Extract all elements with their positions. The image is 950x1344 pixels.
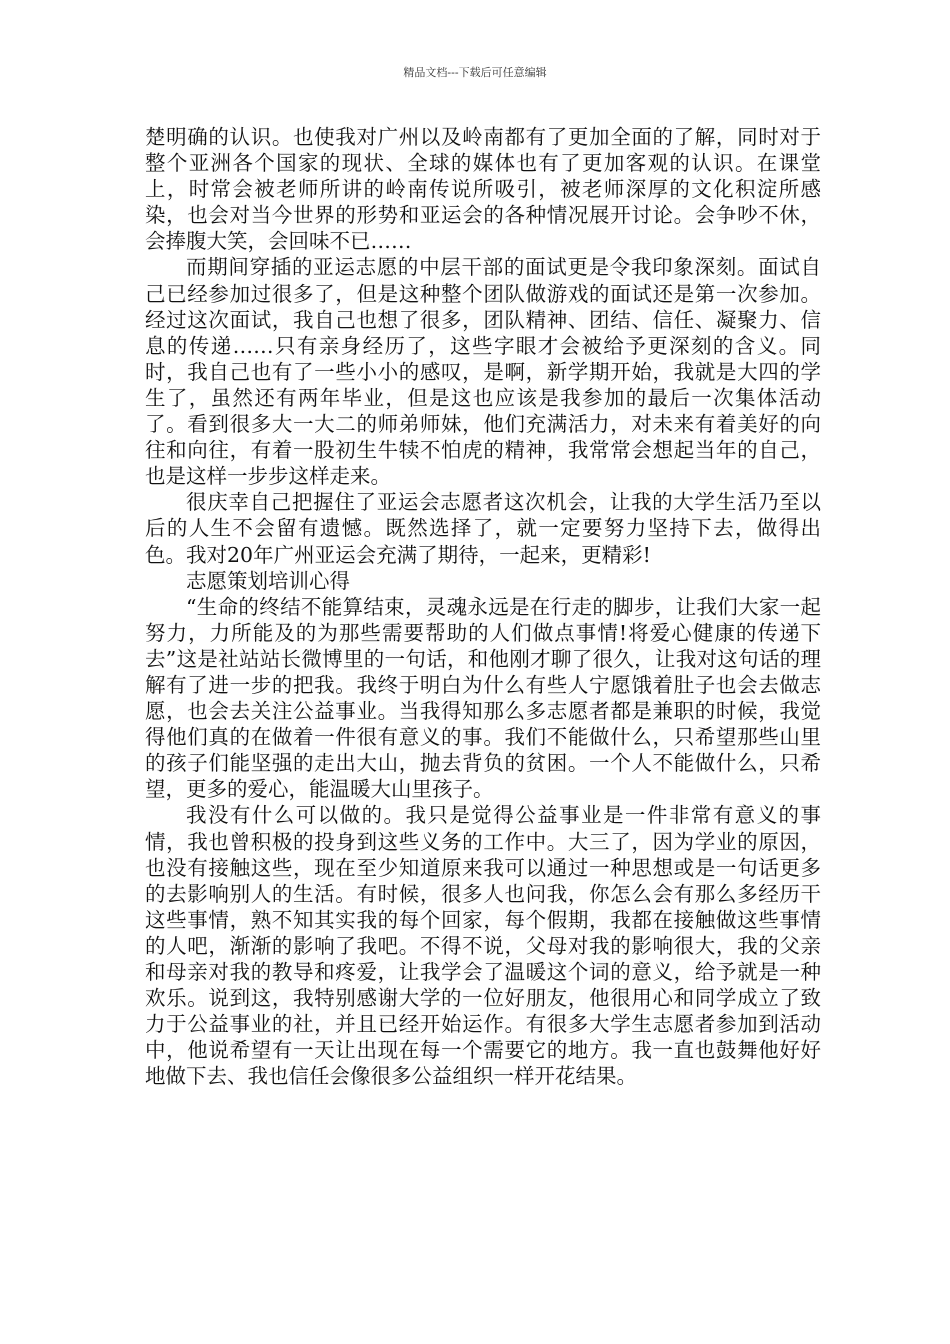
paragraph-continued: 楚明确的认识。也使我对广州以及岭南都有了更加全面的了解，同时对于整个亚洲各个国家的现状、全球的媒体也有了更加客观的认识。在课堂上，时常会被老师所讲的岭南传说所吸引，被老师深厚的文化积淀所感染，也会对当今世界的形势和亚运会的各种情况展开讨论。会争吵不休，会捧腹大笑，会回味不已…… bbox=[145, 125, 821, 254]
document-body bbox=[145, 124, 821, 1089]
paragraph-public-welfare: 我没有什么可以做的。我只是觉得公益事业是一件非常有意义的事情，我也曾积极的投身到这些义务的工作中。大三了，因为学业的原因，也没有接触这些，现在至少知道原来我可以通过一种思想或是一句话更多的去影响别人的生活。有时候，很多人也问我，你怎么会有那么多经历干这些事情，熟不知其实我的每个回家，每个假期，我都在接触做这些事情的人吧，渐渐的影响了我吧。不得不说，父母对我的影响很大，我的父亲和母亲对我的教导和疼爱，让我学会了温暖这个词的意义，给予就是一种欢乐。说到这，我特别感谢大学的一位好朋友，他很用心和同学成立了致力于公益事业的社，并且已经开始运作。有很多大学生志愿者参加到活动中，他说希望有一天让出现在每一个需要它的地方。我一直也鼓舞他好好地做下去、我也信任会像很多公益组织一样开花结果。 bbox=[145, 803, 821, 1089]
paragraph-quote: “生命的终结不能算结束，灵魂永远是在行走的脚步，让我们大家一起努力，力所能及的为那些需要帮助的人们做点事情!将爱心健康的传递下去”这是社站站长微博里的一句话，和他刚才聊了很久，让我对这句话的理解有了进一步的把我。我终于明白为什么有些人宁愿饿着肚子也会去做志愿，也会去关注公益事业。当我得知那么多志愿者都是兼职的时候，我觉得他们真的在做着一件很有意义的事。我们不能做什么，只希望那些山里的孩子们能坚强的走出大山，抛去背负的贫困。一个人不能做什么，只希望，更多的爱心，能温暖大山里孩子。 bbox=[145, 594, 821, 802]
paragraph-interview: 而期间穿插的亚运志愿的中层干部的面试更是令我印象深刻。面试自己已经参加过很多了，但是这种整个团队做游戏的面试还是第一次参加。经过这次面试，我自己也想了很多，团队精神、团结、信任、凝聚力、信息的传递……只有亲身经历了，这些字眼才会被给予更深刻的含义。同时，我自己也有了一些小小的感叹，是啊，新学期开始，我就是大四的学生了，虽然还有两年毕业，但是这也应该是我参加的最后一次集体活动了。看到很多大一大二的师弟师妹，他们充满活力，对未来有着美好的向往和向往，有着一股初生牛犊不怕虎的精神，我常常会想起当年的自己，也是这样一步步这样走来。 bbox=[145, 255, 821, 489]
page-header: 精品文档---下载后可任意编辑 bbox=[403, 66, 547, 79]
section-title: 志愿策划培训心得 bbox=[186, 568, 350, 593]
paragraph-asian-games: 很庆幸自己把握住了亚运会志愿者这次机会，让我的大学生活乃至以后的人生不会留有遗憾。既然选择了，就一定要努力坚持下去，做得出色。我对20年广州亚运会充满了期待，一起来，更精彩! bbox=[145, 490, 821, 567]
